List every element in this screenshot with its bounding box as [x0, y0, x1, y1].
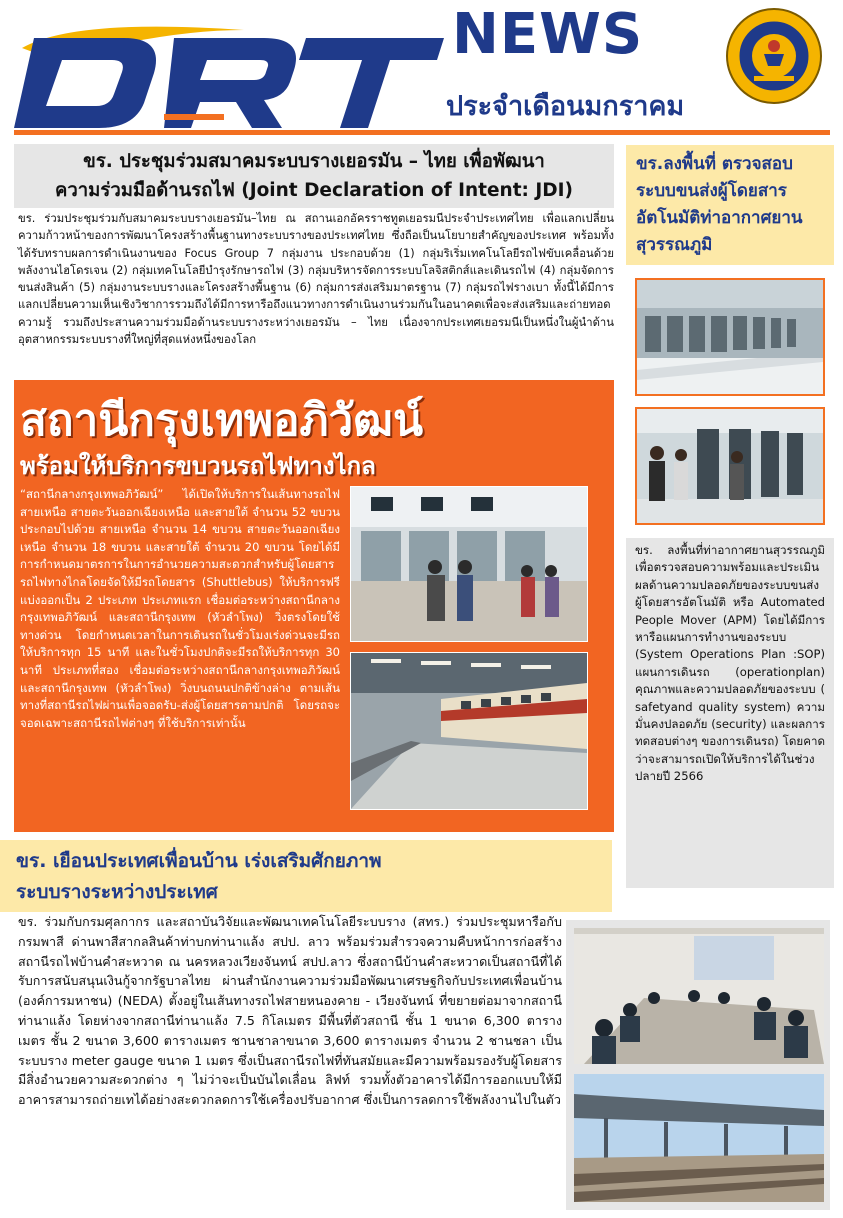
masthead-rule	[14, 130, 830, 135]
issue-month: ประจำเดือนมกราคม	[446, 91, 685, 122]
story3-headline	[0, 840, 612, 912]
story3-body: ขร. ร่วมกับกรมศุลกากร และสถาบันวิจัยและพัฒนาเทคโนโลยีระบบราง (สทร.) ร่วมประชุมหารือกับกรมพาสี ด่านพาสีสากลสินค้าท่าบกท่านาแล้ง สปป. ลาว พร้อมร่วมสำรวจความคืบหน้าการก่อสร้างสถานีรถไฟบ้านคำสะหวาด ณ นครหลวงเวียงจันทน์ สปป.ลาว ซึ่งสถานีบ้านคำสะหวาดเป็นสถานีที่ได้รับการสนับสนุนเงินกู้จากรัฐบาลไทย ผ่านสำนักงานความร่วมมือพัฒนาเศรษฐกิจกับประเทศเพื่อนบ้าน (องค์การมหาชน) (NEDA) ตั้งอยู่ในเส้นทางรถไฟสายหนองคาย - เวียงจันทน์ ที่ขยายต่อมาจากสถานีท่านาแล้ง โดยห่างจากสถานีท่านาแล้ง 7.5 กิโลเมตร มีพื้นที่ตัวสถานี ชั้น 1 ขนาด 6,300 ตารางเมตร ชั้น 2 ขนาด 3,600 ตารางเมตร ชานชาลาขนาด 3,600 ตารางเมตร จำนวน 2 ชานชลา เป็นระบบราง meter gauge ขนาด 1 เมตร ซึ่งเป็นสถานีรถไฟที่ทันสมัยและมีความพร้อมรองรับผู้โดยสาร มีสิ่งอำนวยความสะดวกต่าง ๆ ไม่ว่าจะเป็นบันไดเลื่อน ลิฟท์ รวมทั้งตัวอาคารได้มีการออกแบบให้มีอาคารสามารถถ่ายเทได้อย่างสะดวกลดการใช้เครื่องปรับอากาศ ซึ่งเป็นการลดการใช้พลังงานไปในตัว	[18, 914, 562, 1108]
story1-body: ขร. ร่วมประชุมร่วมกับสมาคมระบบรางเยอรมัน–ไทย ณ สถานเอกอัครราชทูตเยอรมนีประจำประเทศไทย เพื่อแลกเปลี่ยนความก้าวหน้าของการพัฒนาโครงสร้างพื้นฐานทางระบบรางของประเทศไทย ซึ่งถือเป็นนโยบายสำคัญของประเทศ พร้อมทั้ง ได้รับทราบผลการดำเนินงานของ Focus Group 7 กลุ่มงาน ประกอบด้วย (1) กลุ่มริเริ่มเทคโนโลยีรถไฟขับเคลื่อนด้วยพลังงานไฮโดรเจน (2) กลุ่มเทคโนโลยีบำรุงรักษารถไฟ (3) กลุ่มบริหารจัดการระบบโลจิสติกส์และเดินรถไฟ (4) กลุ่มจัดการขนส่งสินค้า (5) กลุ่มงานระบบรางและโครงสร้างพื้นฐาน (6) กลุ่มการส่งเสริมมาตรฐาน (7) กลุ่มรถไฟรางเบา ทั้งนี้ได้มีการแลกเปลี่ยนความเห็นเชิงวิชาการรวมถึงได้มีการหารือถึงแนวทางการดำเนินงานร่วมกันในอนาคตเพื่อจะส่งเสริมและถ่ายทอดความรู้ รวมถึงประสานความร่วมมือด้านระบบรางระหว่างเยอรมัน – ไทย เนื่องจากประเทศเยอรมนีเป็นหนึ่งในผู้นำด้านอุตสาหกรรมระบบรางที่ใหญ่ที่สุดแห่งหนึ่งของโลก	[18, 212, 614, 347]
apm-platform-photo	[635, 278, 825, 396]
sidebar-body: ขร. ลงพื้นที่ท่าอากาศยานสุวรรณภูมิ เพื่อตรวจสอบความพร้อมและประเมินผลด้านความปลอดภัยของระบบขนส่งผู้โดยสารอัตโนมัติ หรือ Automated People Mover (APM) โดยได้มีการหารือแผนการทำงานของระบบ (System Operations Plan :SOP) แผนการเดินรถ (operationplan) คุณภาพและความปลอดภัยของระบบ ( safetyand quality system) ความมั่นคงปลอดภัย (security) และผลการทดสอบต่างๆ ของการเดินรถ) โดยคาดว่าจะสามารถเปิดให้บริการได้ในช่วงปลายปี 2566	[626, 538, 834, 888]
story3-headline-line2: ระบบรางระหว่างประเทศ	[16, 881, 218, 903]
story3-headline-line1: ขร. เยือนประเทศเพื่อนบ้าน เร่งเสริมศักยภาพ	[16, 850, 382, 872]
feature-body: “สถานีกลางกรุงเทพอภิวัฒน์” ได้เปิดให้บริการในเส้นทางรถไฟสายเหนือ สายตะวันออกเฉียงเหนือ และสายใต้ จำนวน 52 ขบวน ประกอบไปด้วย สายเหนือ จำนวน 14 ขบวน สายตะวันออกเฉียงเหนือ จำนวน 18 ขบวน และสายใต้ จำนวน 20 ขบวน โดยได้มีการกำหนดมาตรการในการอำนวยความสะดวกสำหรับผู้โดยสารรถไฟทางไกลโดยจัดให้มีรถโดยสาร (Shuttlebus) ให้บริการฟรี แบ่งออกเป็น 2 ประเภท ประเภทแรก เชื่อมต่อระหว่างสถานีกลางกรุงเทพอภิวัฒน์ และสถานีกรุงเทพ (หัวลำโพง) วิ่งตรงโดยใช้ทางด่วน โดยกำหนดเวลาในการเดินรถในชั่วโมงเร่งด่วนจะมีรถให้บริการทุก 15 นาที และในชั่วโมงปกติจะมีรถให้บริการทุก 30 นาที ประเภทที่สอง เชื่อมต่อระหว่างสถานีกลางกรุงเทพอภิวัฒน์ และสถานีกรุงเทพ (หัวลำโพง) วิ่งบนถนนปกติข้างล่าง ตามเส้นทางที่สถานีรถไฟผ่านเพื่อจอดรับ-ส่งผู้โดยสารตามปกติ โดยรถจะจอดเฉพาะสถานีรถไฟต่างๆ ที่ใช้บริการเท่านั้น	[20, 487, 340, 730]
apm-inspection-photo	[635, 407, 825, 525]
story1-headline	[14, 144, 614, 208]
news-wordmark: NEWS	[452, 2, 644, 67]
department-seal-icon	[724, 6, 824, 106]
meeting-room-photo	[574, 928, 824, 1064]
station-construction-photo	[574, 1074, 824, 1202]
story1-headline-line1: ขร. ประชุมร่วมสมาคมระบบรางเยอรมัน – ไทย เพื่อพัฒนา	[83, 151, 545, 172]
story1-headline-line2: ความร่วมมือด้านรถไฟ (Joint Declaration of Intent: JDI)	[55, 180, 573, 201]
ticket-counter-photo	[350, 486, 588, 642]
feature-subtitle: พร้อมให้บริการขบวนรถไฟทางไกล	[20, 452, 376, 480]
drt-logo	[14, 8, 454, 128]
sidebar-headline: ขร.ลงพื้นที่ ตรวจสอบระบบขนส่งผู้โดยสารอัตโนมัติท่าอากาศยานสุวรรณภูมิ	[626, 145, 834, 265]
train-platform-photo	[350, 652, 588, 810]
feature-title: สถานีกรุงเทพอภิวัฒน์	[20, 395, 424, 446]
